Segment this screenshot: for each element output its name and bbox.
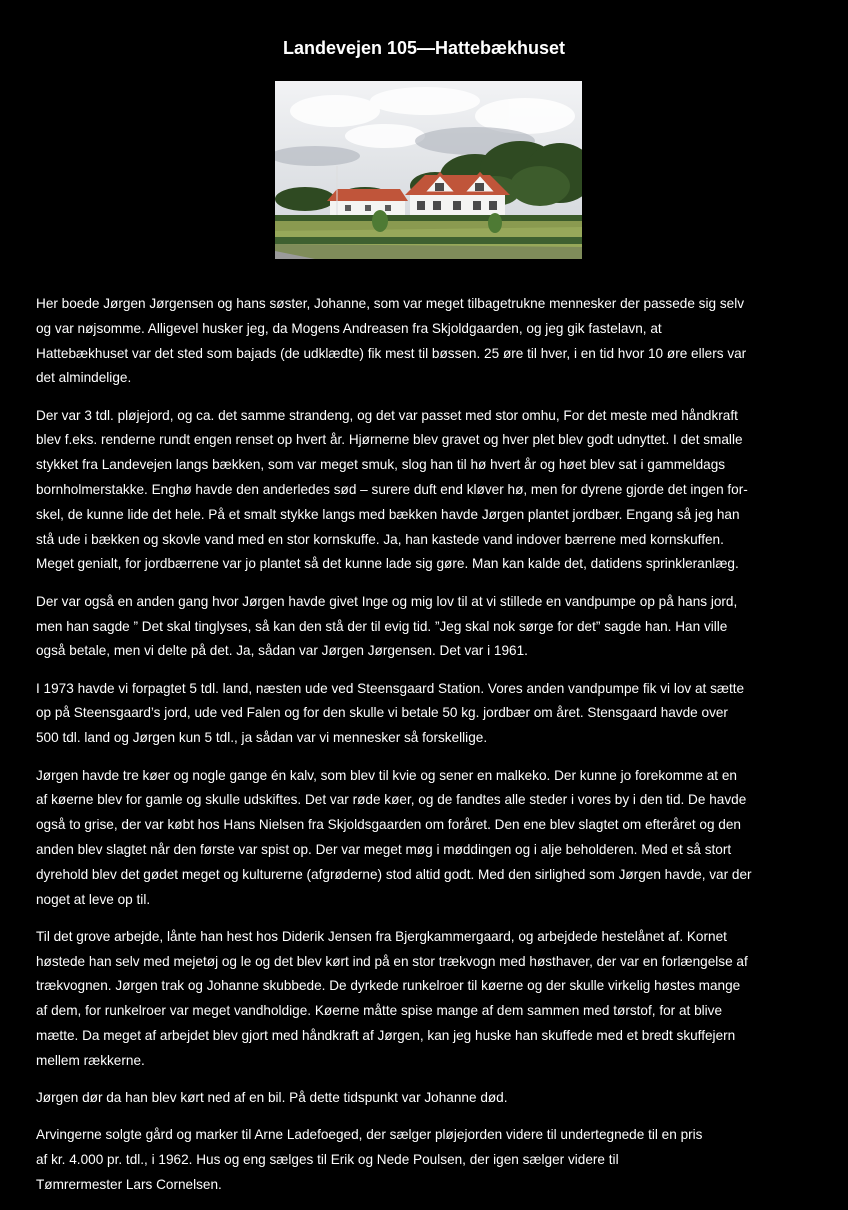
main-house xyxy=(405,174,510,218)
page-title: Landevejen 105—Hattebækhuset xyxy=(282,38,566,58)
paragraph-3: Der var også en anden gang hvor Jørgen havde givet Inge og mig lov til at vi stillede en vandpumpe op på hans jord, men han sagde ” Det skal tinglyses, så kan den stå der til evig tid. ”Jeg skal nok sørge for det” sagde han. Han ville også betale, men vi delte på det. Ja, sådan var Jørgen Jørgensen. Det var i 1961. xyxy=(36,593,738,659)
left-house xyxy=(327,189,408,216)
hedge xyxy=(275,215,582,221)
paragraph-2: Der var 3 tdl. pløjejord, og ca. det samme strandeng, og det var passet med stor omhu, For det meste med håndkraft blev f.eks. renderne rundt engen renset op hvert år. Hjørnerne blev gravet og hver plet blev godt udnyttet. I det smalle stykket fra Landevejen langs bækken, som var meget smuk, slog han til hø hvert år og høet blev sat i gammeldags bornholmerstakke. Enghø havde den anderledes sød – surere duft end kløver hø, men for dyrene gjorde det ingen for- skel, de kunne lide det hele. På et smalt stykke langs med bækken havde Jørgen plantet jordbær. Engang så jeg han stå ude i bækken og skovle vand med en stor kornskuffe. Ja, han kastede vand indover bærrene med kornskuffen. Meget genialt, for jordbærrene var jo plantet så det kunne lade sig gøre. Man kan kalde det, datidens sprinkleranlæg. xyxy=(36,407,748,572)
paragraph-5: Jørgen havde tre køer og nogle gange én kalv, som blev til kvie og sener en malkeko. Der kunne jo forekomme at en af køerne blev for gamle og skulle udskiftes. Det var røde køer, og de fandtes alle steder i vores by i den tid. De havde også to grise, der var købt hos Hans Nielsen fra Skjoldsgaarden om foråret. Den ene blev slagtet om efteråret og den anden blev slagtet når den første var spist op. Der var meget møg i møddingen og i alje beholderen. Med et så stort dyrehold blev det gødet meget og kulturerne (afgrøderne) stod altid godt. Med den sirlighed som Jørgen havde, var der noget at leve op til. xyxy=(36,767,752,907)
paragraph-7: Jørgen dør da han blev kørt ned af en bil. På dette tidspunkt var Johanne død. xyxy=(36,1090,508,1106)
paragraph-4: I 1973 havde vi forpagtet 5 tdl. land, næsten ude ved Steensgaard Station. Vores anden vandpumpe fik vi lov at sætte op på Steensgaard’s jord, ude ved Falen og for den skulle vi betale 50 kg. jordbær om året. Stensgaard havde over 500 tdl. land og Jørgen kun 5 tdl., ja sådan var vi mennesker så forskellige. xyxy=(36,680,745,746)
paragraph-8: Arvingerne solgte gård og marker til Arne Ladefoeged, der sælger pløjejorden videre til undertegnede til en pris af kr. 4.000 pr. tdl., i 1962. Hus og eng sælges til Erik og Nede Poulsen, der igen sælger videre til Tømrermester Lars Cornelsen. xyxy=(36,1127,703,1192)
house-photo xyxy=(275,81,582,259)
paragraph-6: Til det grove arbejde, lånte han hest hos Diderik Jensen fra Bjergkammergaard, og arbejdede hestelånet af. Kornet høstede han selv med mejetøj og le og det blev kørt ind på en stor trækvogn med høsthaver, der var en forlængelse af trækvognen. Jørgen trak og Johanne skubbede. De dyrkede runkelroer til køerne og der skulle virkelig høstes mange af dem, for runkelroer var meget vandholdige. Køerne måtte spise mange af dem sammen med tørstof, for at blive mætte. Da meget af arbejdet blev gjort med håndkraft af Jørgen, kan jeg huske han skuffede med et bredt skuffejern mellem rækkerne. xyxy=(36,928,748,1068)
house-illustration xyxy=(275,81,582,259)
paragraph-1: Her boede Jørgen Jørgensen og hans søster, Johanne, som var meget tilbagetrukne mennesker der passede sig selv og var nøjsomme. Alligevel husker jeg, da Mogens Andreasen fra Skjoldgaarden, og jeg gik fastelavn, at Hattebækhuset var det sted som bajads (de udklædte) fik mest til bøssen. 25 øre til hver, i en tid hvor 10 øre ellers var det almindelige. xyxy=(36,296,747,386)
article-body xyxy=(36,292,796,1210)
